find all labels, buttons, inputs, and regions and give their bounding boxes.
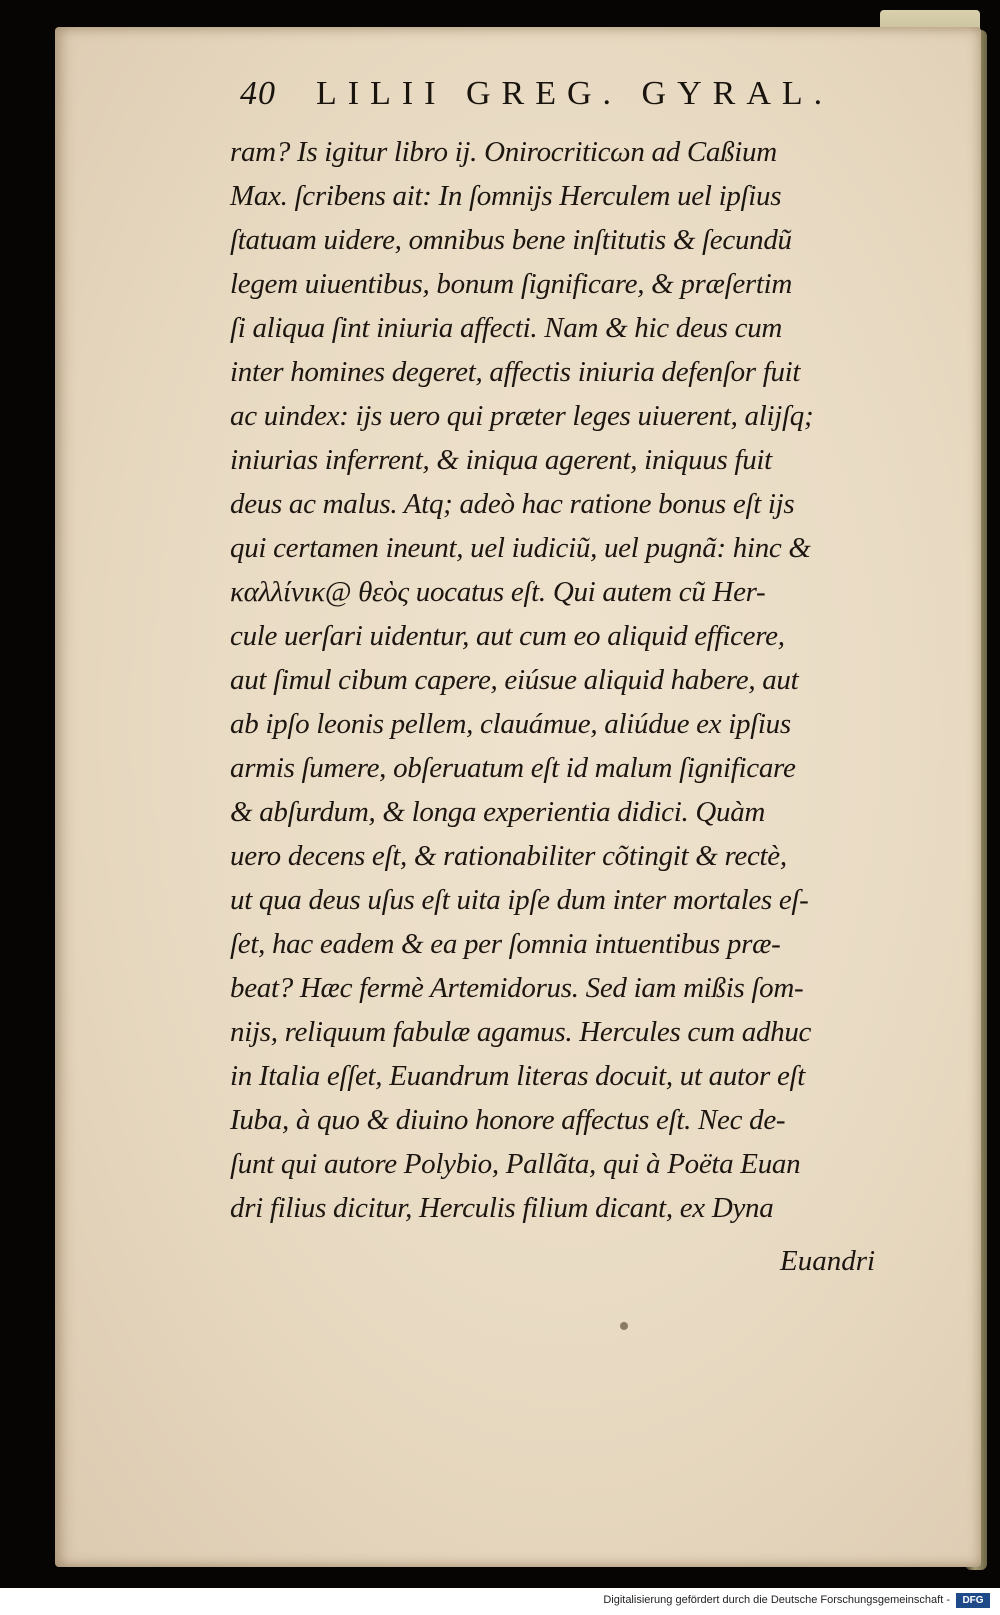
pin-hole [620, 1322, 628, 1330]
running-head: LILII GREG. GYRAL. [316, 75, 834, 112]
text-line: ab ipſo leonis pellem, clauámue, aliúdue ex ipſius [230, 708, 791, 740]
text-line: in Italia eſſet, Euandrum literas docuit, ut autor eſt [230, 1060, 806, 1092]
text-line: beat? Hæc fermè Artemidorus. Sed iam mißis ſom- [230, 972, 804, 1004]
text-line: ſtatuam uidere, omnibus bene inſtitutis & ſecundũ [230, 224, 792, 256]
text-line: inter homines degeret, affectis iniuria defenſor fuit [230, 356, 801, 388]
page-number: 40 [240, 75, 276, 112]
text-line: deus ac malus. Atq; adeò hac ratione bonus eſt ijs [230, 488, 795, 520]
text-line: ram? Is igitur libro ij. Onirocriticωn ad Caßium [230, 136, 777, 168]
text-line: armis ſumere, obſeruatum eſt id malum ſignificare [230, 752, 796, 784]
dfg-logo: DFG [956, 1593, 990, 1608]
text-line: ut qua deus uſus eſt uita ipſe dum inter mortales eſ- [230, 884, 809, 916]
text-line: ſunt qui autore Polybio, Pallãta, qui à Poëta Euan [230, 1148, 801, 1180]
text-line: cule uerſari uidentur, aut cum eo aliquid efficere, [230, 620, 785, 652]
text-line: aut ſimul cibum capere, eiúsue aliquid habere, aut [230, 664, 799, 696]
text-line: ſi aliqua ſint iniuria affecti. Nam & hic deus cum [230, 312, 783, 344]
text-line: legem uiuentibus, bonum ſignificare, & præſertim [230, 268, 793, 300]
text-block [230, 130, 920, 1230]
funding-credit: Digitalisierung gefördert durch die Deutsche Forschungsgemeinschaft - [603, 1594, 950, 1606]
footer-bar [0, 1588, 1000, 1615]
text-line: ac uindex: ijs uero qui præter leges uiuerent, alijſq; [230, 400, 814, 432]
text-line: qui certamen ineunt, uel iudiciũ, uel pugnã: hinc & [230, 532, 811, 564]
page-header [240, 75, 880, 113]
text-line: Max. ſcribens ait: In ſomnijs Herculem uel ipſius [230, 180, 782, 212]
text-line: dri filius dicitur, Herculis filium dicant, ex Dyna [230, 1192, 774, 1224]
text-line: iniurias inferrent, & iniqua agerent, iniquus fuit [230, 444, 772, 476]
text-line: & abſurdum, & longa experientia didici. Quàm [230, 796, 766, 828]
text-line: ſet, hac eadem & ea per ſomnia intuentibus præ- [230, 928, 781, 960]
text-line: nijs, reliquum fabulæ agamus. Hercules cum adhuc [230, 1016, 812, 1048]
text-line: uero decens eſt, & rationabiliter cõtingit & rectè, [230, 840, 787, 872]
text-line: Iuba, à quo & diuino honore affectus eſt. Nec de- [230, 1104, 786, 1136]
text-line: καλλίνικ@ θεὸς uocatus eſt. Qui autem cũ Her- [230, 576, 766, 608]
catchword: Euandri [780, 1245, 876, 1277]
